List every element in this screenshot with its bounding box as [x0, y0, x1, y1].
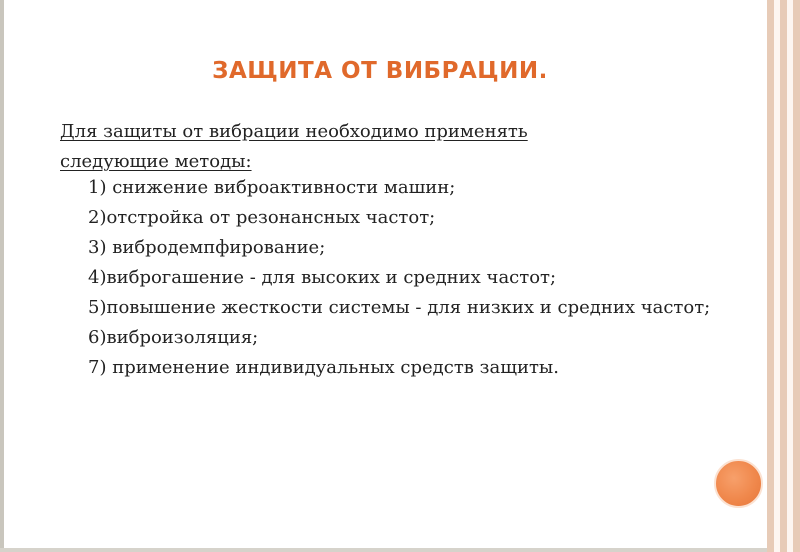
list-item: 4)виброгашение - для высоких и средних частот;	[88, 267, 557, 288]
bottom-edge-line	[0, 548, 800, 552]
list-item: 6)виброизоляция;	[88, 327, 259, 348]
methods-list	[80, 173, 720, 383]
list-item: 7) применение индивидуальных средств защиты.	[88, 357, 559, 378]
list-item: 1) снижение виброактивности машин;	[88, 177, 456, 198]
list-item: 3) вибродемпфирование;	[88, 237, 326, 258]
list-item: 2)отстройка от резонансных частот;	[88, 207, 436, 228]
intro-text	[60, 117, 700, 177]
decorative-side-band	[767, 0, 800, 552]
intro-line-2: следующие методы:	[60, 151, 252, 172]
decorative-circle-icon	[714, 459, 763, 508]
decorative-stripe	[774, 0, 780, 552]
intro-line-1: Для защиты от вибрации необходимо применять	[60, 121, 528, 142]
slide-title: ЗАЩИТА ОТ ВИБРАЦИИ.	[212, 58, 548, 84]
decorative-stripe	[787, 0, 793, 552]
list-item: 5)повышение жесткости системы - для низких и средних частот;	[88, 297, 711, 318]
